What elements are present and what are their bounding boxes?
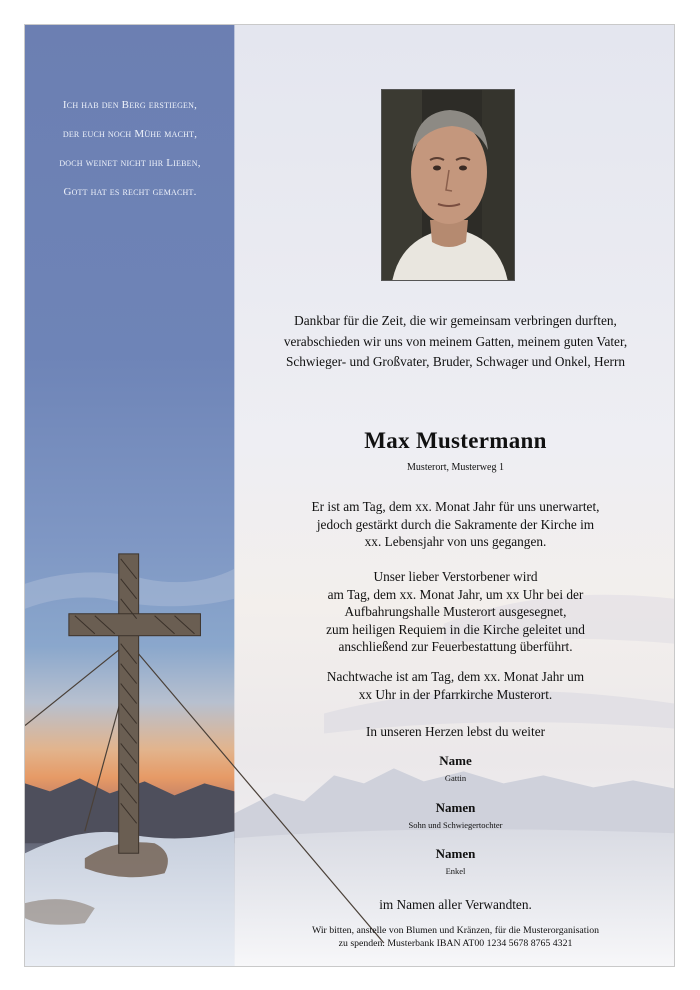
mourner-relation: Sohn und Schwiegertochter [408, 820, 503, 830]
left-image-panel [25, 25, 235, 966]
vigil-paragraph [245, 668, 666, 703]
text-line: Unser lieber Verstorbener wird [373, 569, 538, 584]
obituary-card [24, 24, 675, 967]
mourner-name: Name [439, 753, 472, 768]
text-line: xx Uhr in der Pfarrkirche Musterort. [358, 686, 553, 702]
mourner-relation: Gattin [444, 773, 467, 783]
text-line: zum heiligen Requiem in die Kirche geleitet und [326, 621, 585, 637]
intro-text: Dankbar für die Zeit, die wir gemeinsam verbringen durften, verabschieden wir uns von meinem Gatten, meinem guten Vater, Schwieger- und Großvater, Bruder, Schwager und Onkel, Herrn [283, 313, 628, 369]
text-line: zu spenden. Musterbank IBAN AT00 1234 5678 8765 4321 [338, 938, 573, 949]
text-line: Nachtwache ist am Tag, dem xx. Monat Jahr um [326, 669, 585, 684]
text-line: am Tag, dem xx. Monat Jahr, um xx Uhr bei der [327, 586, 584, 602]
text-line: xx. Lebensjahr von uns gegangen. [364, 534, 547, 549]
portrait-photo [381, 89, 515, 281]
text-line: jedoch gestärkt durch die Sakramente der Kirche im [316, 516, 595, 532]
text-line: Wir bitten, anstelle von Blumen und Kränzen, für die Musterorganisation [311, 925, 599, 936]
poem-line: Ich hab den Berg erstiegen, [62, 99, 198, 111]
mourner-name: Namen [435, 800, 476, 815]
poem-line: doch weinet nicht ihr Lieben, [59, 157, 201, 169]
death-notice-paragraph [245, 498, 666, 551]
mourner-relation: Enkel [445, 866, 466, 876]
poem-line: der euch noch Mühe macht, [62, 128, 198, 140]
poem-line: Gott hat es recht gemacht. [63, 186, 197, 198]
text-line: Aufbahrungshalle Musterort ausgesegnet, [344, 604, 567, 619]
deceased-name: Max Mustermann [364, 428, 547, 453]
deceased-address: Musterort, Musterweg 1 [407, 462, 504, 473]
funeral-info-paragraph [245, 568, 666, 656]
closing-line: im Namen aller Verwandten. [379, 897, 532, 912]
mourner-name: Namen [435, 846, 476, 861]
poem [25, 91, 235, 207]
text-line: Er ist am Tag, dem xx. Monat Jahr für uns unerwartet, [311, 499, 600, 514]
donation-note [255, 924, 656, 950]
remembrance-line: In unseren Herzen lebst du weiter [365, 724, 546, 739]
text-line: anschließend zur Feuerbestattung überführt. [338, 639, 573, 654]
